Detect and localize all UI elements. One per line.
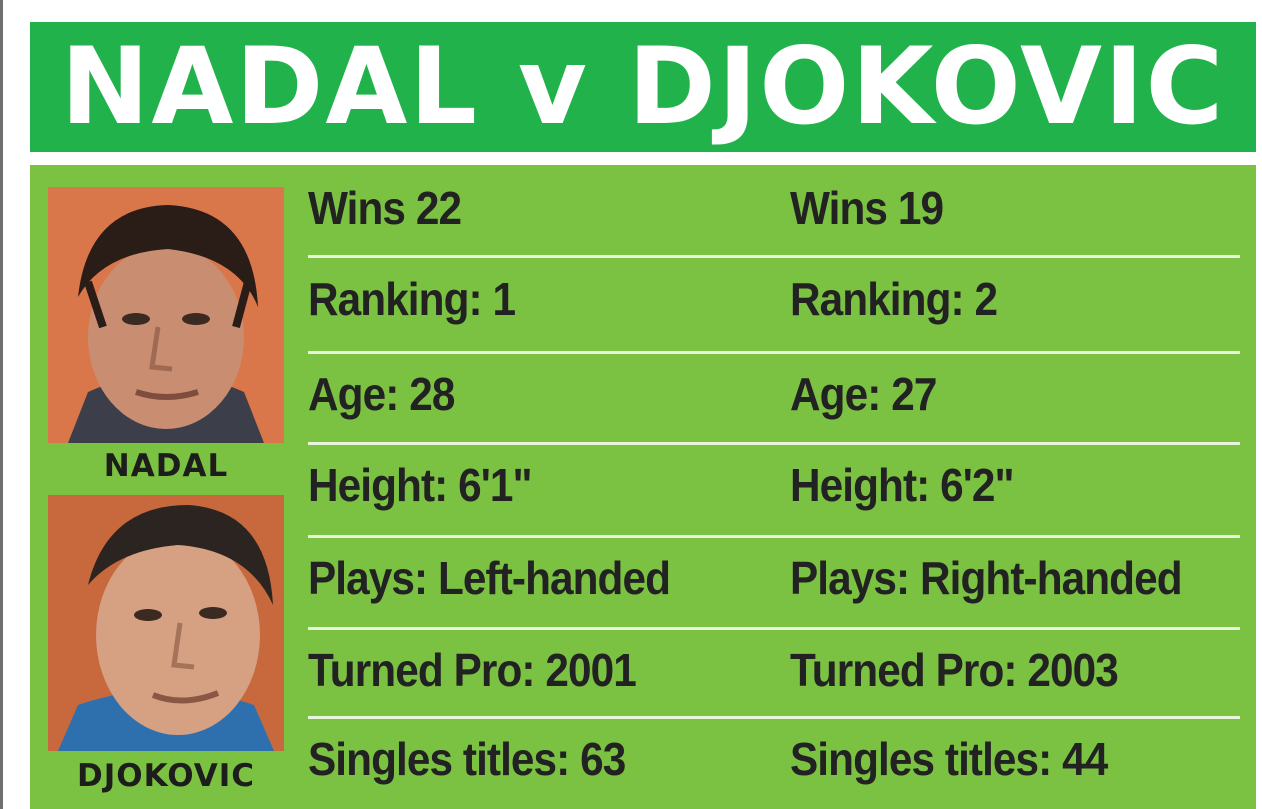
nadal-singles-titles: Singles titles: 63 <box>308 733 626 785</box>
nadal-photo <box>48 187 284 443</box>
stats-table <box>308 165 1240 809</box>
djokovic-height: Height: 6'2" <box>790 459 1014 511</box>
djokovic-caption: DJOKOVIC <box>76 758 256 794</box>
nadal-plays: Plays: Left-handed <box>308 552 671 604</box>
stat-row-wins <box>308 165 1240 256</box>
nadal-turned-pro: Turned Pro: 2001 <box>308 644 636 696</box>
nadal-wins: Wins 22 <box>308 182 462 234</box>
djokovic-age: Age: 27 <box>790 368 937 420</box>
comparison-panel <box>30 165 1256 809</box>
djokovic-turned-pro: Turned Pro: 2003 <box>790 644 1118 696</box>
nadal-ranking: Ranking: 1 <box>308 273 516 325</box>
nadal-height: Height: 6'1" <box>308 459 532 511</box>
title-banner <box>30 22 1256 152</box>
page-edge-rule <box>0 0 3 809</box>
djokovic-singles-titles: Singles titles: 44 <box>790 733 1108 785</box>
stat-row-ranking <box>308 256 1240 347</box>
nadal-caption: NADAL <box>103 448 229 484</box>
stat-row-plays <box>308 535 1240 626</box>
nadal-age: Age: 28 <box>308 368 455 420</box>
stat-row-turned-pro <box>308 627 1240 718</box>
page-title: NADAL v DJOKOVIC <box>60 25 1226 148</box>
djokovic-plays: Plays: Right-handed <box>790 552 1182 604</box>
stat-row-height <box>308 442 1240 533</box>
djokovic-wins: Wins 19 <box>790 182 944 234</box>
djokovic-ranking: Ranking: 2 <box>790 273 998 325</box>
djokovic-photo <box>48 495 284 751</box>
stat-row-singles-titles <box>308 716 1240 807</box>
stat-row-age <box>308 351 1240 442</box>
